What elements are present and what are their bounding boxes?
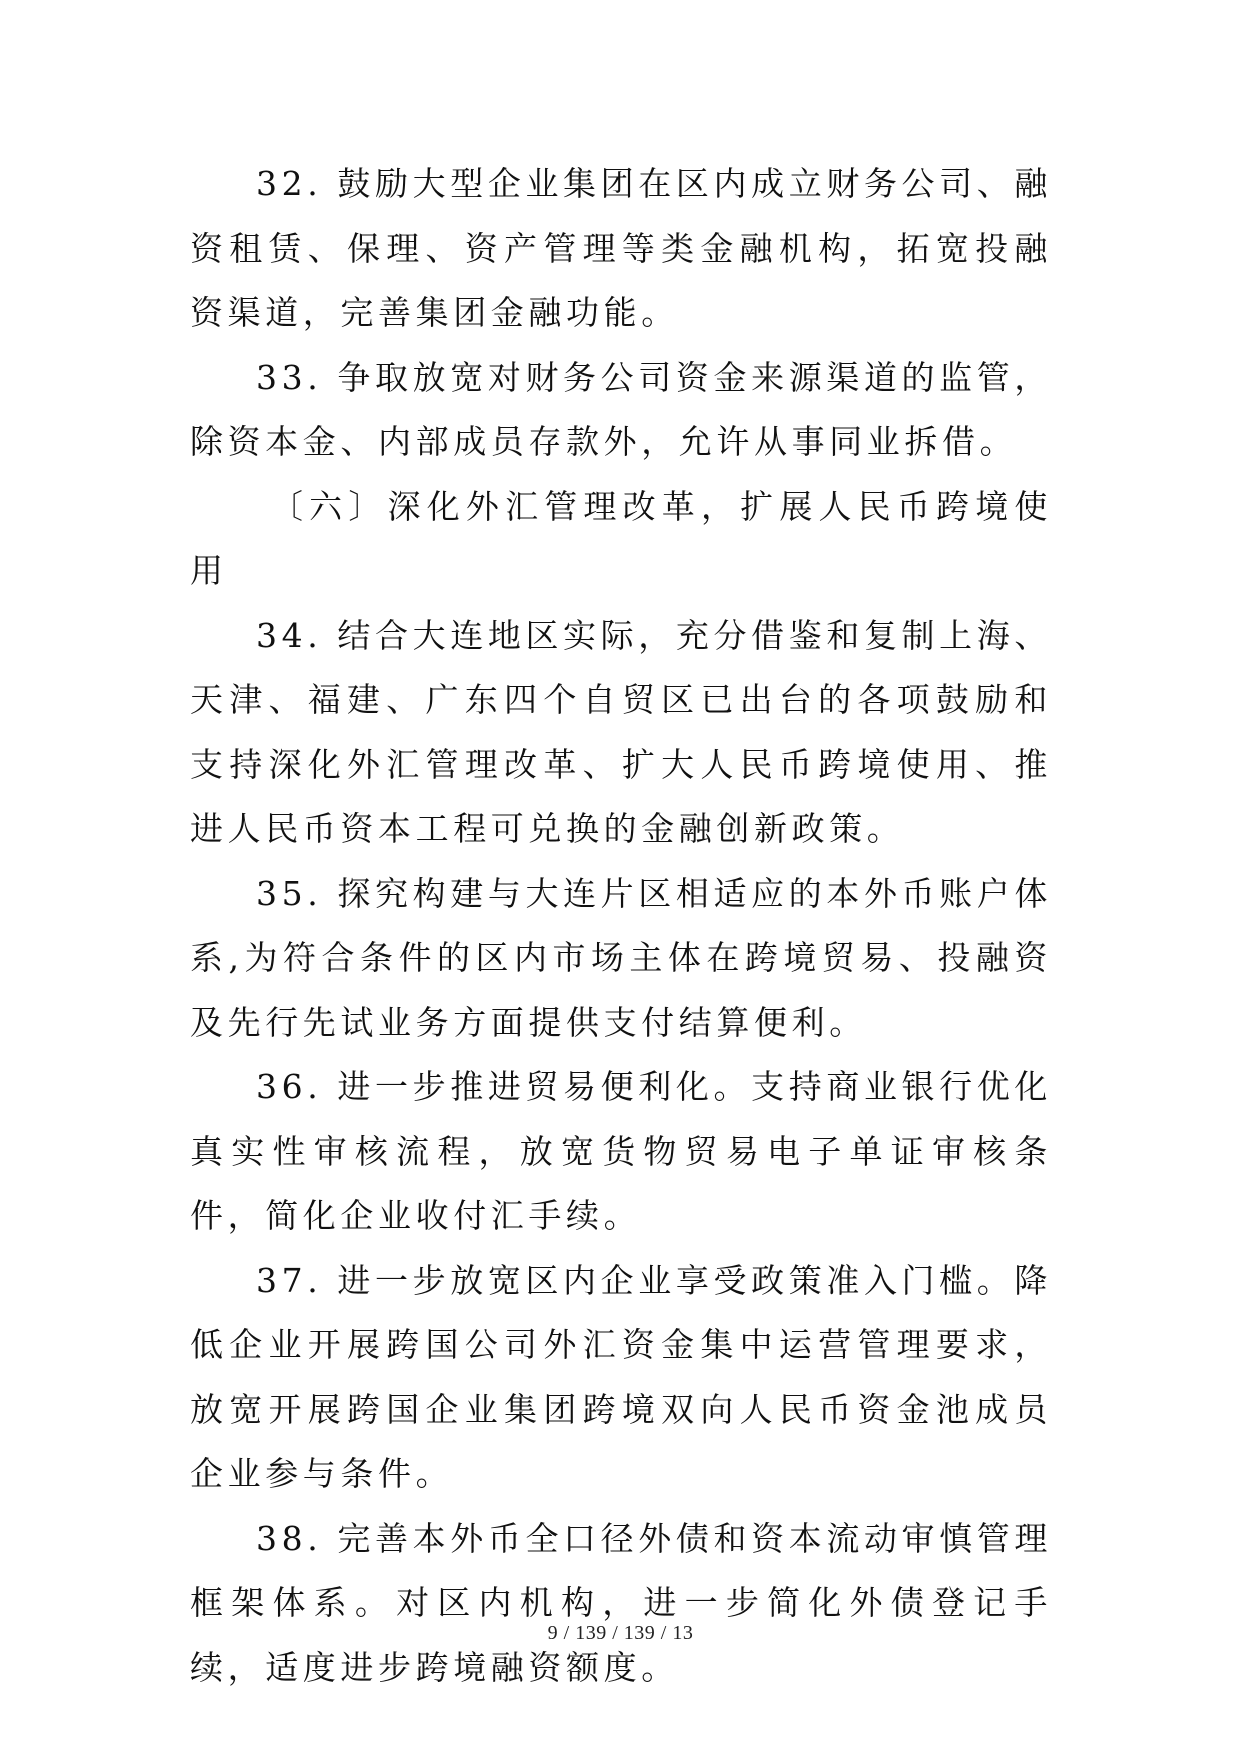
section-heading-6: 〔六〕深化外汇管理改革，扩展人民币跨境使用 [190,486,1052,590]
paragraph-32: 32. 鼓励大型企业集团在区内成立财务公司、融资租赁、保理、资产管理等类金融机构，拓宽投融资渠道，完善集团金融功能。 [190,164,1052,332]
paragraph-34: 34. 结合大连地区实际，充分借鉴和复制上海、天津、福建、广东四个自贸区已出台的各项鼓励和支持深化外汇管理改革、扩大人民币跨境使用、推进人民币资本工程可兑换的金融创新政策。 [190,615,1052,848]
paragraph-37: 37. 进一步放宽区内企业享受政策准入门槛。降低企业开展跨国公司外汇资金集中运营管理要求，放宽开展跨国企业集团跨境双向人民币资金池成员企业参与条件。 [190,1260,1052,1493]
paragraph-38: 38. 完善本外币全口径外债和资本流动审慎管理框架体系。对区内机构，进一步简化外债登记手续，适度进步跨境融资额度。 [190,1518,1052,1687]
paragraph-35: 35. 探究构建与大连片区相适应的本外币账户体系,为符合条件的区内市场主体在跨境贸易、投融资及先行先试业务方面提供支付结算便利。 [190,873,1052,1042]
paragraph-36: 36. 进一步推进贸易便利化。支持商业银行优化真实性审核流程，放宽货物贸易电子单证审核条件，简化企业收付汇手续。 [190,1067,1052,1235]
paragraph-33: 33. 争取放宽对财务公司资金来源渠道的监管，除资本金、内部成员存款外，允许从事同业拆借。 [190,357,1052,461]
document-body [190,152,1052,1700]
page-number-footer: 9 / 139 / 139 / 13 [547,1622,694,1644]
